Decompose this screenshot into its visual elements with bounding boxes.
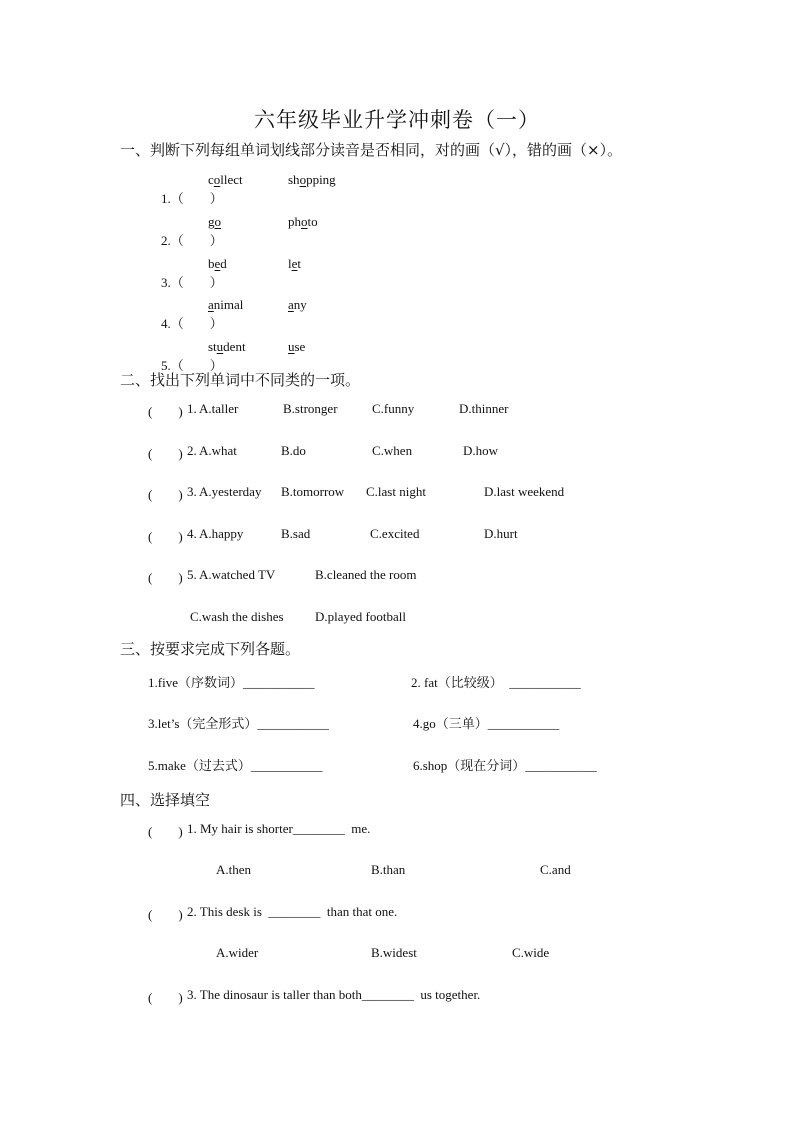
answer-paren: ( ) [148,990,183,1005]
word-1: student [208,339,246,354]
word-2: photo [288,214,318,229]
question-stem: 1. My hair is shorter________ me. [187,821,371,836]
question-number: 3.（ ） [161,275,223,290]
fill-item: 5.make（过去式）___________ [148,758,323,773]
option-c: C.excited [370,526,420,541]
question-number: 1. [187,401,197,416]
fill-item: 1.five（序数词）___________ [148,675,315,690]
option-a: A.taller [199,401,239,416]
section-3-heading: 三、按要求完成下列各题。 [120,640,301,658]
answer-paren: ( ) [148,404,183,419]
answer-paren: ( ) [148,824,183,839]
option-d: D.hurt [484,526,518,541]
option-d: D.thinner [459,401,509,416]
option-b: B.sad [281,526,311,541]
option-c: C.wide [512,945,550,960]
option-c: C.wash the dishes [190,609,284,624]
option-b: B.widest [371,945,417,960]
page-title: 六年级毕业升学冲刺卷（一） [254,108,540,132]
answer-paren: ( ) [148,529,183,544]
question-number: 2.（ ） [161,233,223,248]
question-number: 4.（ ） [161,316,223,331]
option-c: C.last night [366,484,426,499]
option-a: A.happy [199,526,244,541]
option-d: D.last weekend [484,484,565,499]
question-number: 3. [187,484,197,499]
option-b: B.tomorrow [281,484,345,499]
option-a: A.yesterday [199,484,262,499]
question-number: 1.（ ） [161,191,223,206]
option-b: B.stronger [283,401,338,416]
word-1: animal [208,297,244,312]
word-2: shopping [288,172,336,187]
word-1: collect [208,172,243,187]
option-a: A.what [199,443,237,458]
option-b: B.cleaned the room [315,567,417,582]
option-c: C.when [372,443,413,458]
option-a: A.watched TV [199,567,276,582]
word-1: go [208,214,221,229]
word-2: use [288,339,306,354]
question-stem: 3. The dinosaur is taller than both________ us together. [187,987,481,1002]
fill-item: 2. fat（比较级） ___________ [411,675,581,690]
option-b: B.than [371,862,406,877]
option-d: D.played football [315,609,406,624]
option-c: C.funny [372,401,415,416]
option-a: A.then [216,862,252,877]
question-number: 5. [187,567,197,582]
option-c: C.and [540,862,571,877]
section-2-heading: 二、找出下列单词中不同类的一项。 [120,371,361,389]
question-number: 4. [187,526,197,541]
word-2: any [288,297,307,312]
word-2: let [288,256,302,271]
option-b: B.do [281,443,306,458]
question-number: 2. [187,443,197,458]
answer-paren: ( ) [148,446,183,461]
answer-paren: ( ) [148,570,183,585]
answer-paren: ( ) [148,487,183,502]
fill-item: 4.go（三单）___________ [413,716,560,731]
answer-paren: ( ) [148,907,183,922]
fill-item: 3.let’s（完全形式）___________ [148,716,329,731]
option-d: D.how [463,443,499,458]
section-1-heading: 一、判断下列每组单词划线部分读音是否相同，对的画（√），错的画（×）。 [120,141,623,159]
question-number: 5.（ ） [161,358,223,373]
word-1: bed [208,256,227,271]
section-4-heading: 四、选择填空 [120,791,211,809]
question-stem: 2. This desk is ________ than that one. [187,904,398,919]
option-a: A.wider [216,945,259,960]
fill-item: 6.shop（现在分词）___________ [413,758,597,773]
